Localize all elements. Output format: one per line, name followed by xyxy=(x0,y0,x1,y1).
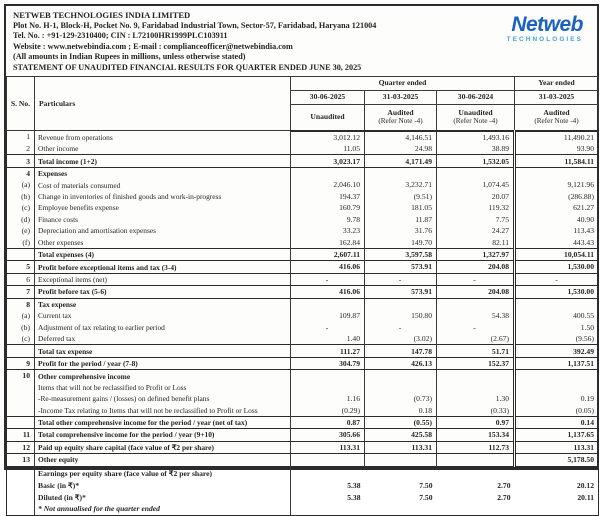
row-value: 1.50 xyxy=(515,322,599,333)
row-value: 11,584.11 xyxy=(515,155,599,167)
row-value: 204.08 xyxy=(437,261,515,273)
row-sno: 11 xyxy=(7,429,35,441)
row-value: 113.43 xyxy=(515,225,599,236)
row-value: 51.71 xyxy=(437,345,515,357)
table-row xyxy=(7,131,599,143)
row-label: * Not annualised for the quarter ended xyxy=(35,503,291,515)
row-value xyxy=(291,382,365,393)
table-row xyxy=(7,393,599,404)
row-value xyxy=(515,167,599,179)
row-value: 7.75 xyxy=(437,214,515,225)
table-row xyxy=(7,167,599,179)
row-label: Total income (1+2) xyxy=(35,155,291,167)
row-value: 1,137.65 xyxy=(515,429,599,441)
row-value: 113.31 xyxy=(365,441,437,453)
table-row xyxy=(7,202,599,213)
table-row xyxy=(7,191,599,202)
company-address: Plot No. H-1, Block-H, Pocket No. 9, Faridabad Industrial Town, Sector-57, Faridabad, Haryana 121004 xyxy=(13,20,377,30)
row-label: Expenses xyxy=(35,167,291,179)
audit-label: Audited xyxy=(387,107,414,117)
row-value xyxy=(365,370,437,382)
row-value: 416.06 xyxy=(291,286,365,298)
row-value: 0.87 xyxy=(291,416,365,428)
header-audit-q3 xyxy=(437,104,515,131)
table-row xyxy=(7,454,599,466)
header-audit-q1 xyxy=(291,104,365,131)
row-value xyxy=(515,298,599,310)
row-value: - xyxy=(437,273,515,285)
row-sno: (f) xyxy=(7,237,35,249)
table-row xyxy=(7,345,599,357)
document-page xyxy=(4,4,599,514)
table-row xyxy=(7,225,599,236)
row-sno xyxy=(7,404,35,416)
row-value xyxy=(291,503,365,515)
row-value: - xyxy=(365,273,437,285)
table-row xyxy=(7,416,599,428)
row-value: 0.18 xyxy=(365,404,437,416)
row-label: -Income Tax relating to Items that will not be reclassified to Profit or Loss xyxy=(35,404,291,416)
company-tel-cin: Tel. No. : +91-129-2310400; CIN : L72100HR1999PLC103911 xyxy=(13,31,228,41)
audit-note: (Refer Note -4) xyxy=(378,117,423,126)
row-label: Other income xyxy=(35,143,291,155)
row-sno: 13 xyxy=(7,454,35,466)
row-label: Profit before exceptional items and tax (3-4) xyxy=(35,261,291,273)
eps-table xyxy=(6,467,599,516)
row-value: (0.55) xyxy=(365,416,437,428)
row-label: Earnings per equity share (face value of ₹2 per share) xyxy=(35,467,291,479)
row-value: (286.88) xyxy=(515,191,599,202)
row-sno xyxy=(7,479,35,491)
row-value: (9.51) xyxy=(365,191,437,202)
row-value: 24.98 xyxy=(365,143,437,155)
row-sno xyxy=(7,345,35,357)
row-value: 152.37 xyxy=(437,357,515,369)
row-value xyxy=(365,454,437,466)
row-value xyxy=(291,454,365,466)
row-value: 20.07 xyxy=(437,191,515,202)
row-value: 1,530.00 xyxy=(515,261,599,273)
row-sno: (b) xyxy=(7,191,35,202)
row-sno: 4 xyxy=(7,167,35,179)
row-value: 194.37 xyxy=(291,191,365,202)
row-value: 1,327.97 xyxy=(437,248,515,260)
row-label: -Re-measurement gains / (losses) on defined benefit plans xyxy=(35,393,291,404)
row-label: Basic (in ₹)* xyxy=(35,479,291,491)
row-value xyxy=(437,503,515,515)
row-value: 10,054.11 xyxy=(515,248,599,260)
company-name: NETWEB TECHNOLOGIES INDIA LIMITED xyxy=(13,10,191,20)
row-label: Diluted (in ₹)* xyxy=(35,491,291,503)
table-row xyxy=(7,286,599,298)
row-sno: 2 xyxy=(7,143,35,155)
row-label: Total other comprehensive income for the period / year (net of tax) xyxy=(35,416,291,428)
eps-table-body xyxy=(7,467,599,515)
row-value: 425.58 xyxy=(365,429,437,441)
row-value: 4,171.49 xyxy=(365,155,437,167)
row-value: 93.90 xyxy=(515,143,599,155)
row-sno: 1 xyxy=(7,131,35,143)
row-sno: 7 xyxy=(7,286,35,298)
row-value xyxy=(291,467,365,479)
row-label: Total tax expense xyxy=(35,345,291,357)
row-value: 392.49 xyxy=(515,345,599,357)
table-row xyxy=(7,479,599,491)
row-value: 4,146.51 xyxy=(365,131,437,143)
table-row xyxy=(7,404,599,416)
table-row xyxy=(7,322,599,333)
amounts-note: (All amounts in Indian Rupees in millions, unless otherwise stated) xyxy=(13,52,246,62)
row-value: 3,232.71 xyxy=(365,179,437,190)
row-value: (0.73) xyxy=(365,393,437,404)
row-value: 1,530.00 xyxy=(515,286,599,298)
row-value xyxy=(437,370,515,382)
row-value: 0.14 xyxy=(515,416,599,428)
row-label: Current tax xyxy=(35,310,291,321)
row-value: - xyxy=(365,322,437,333)
company-web-email: Website : www.netwebindia.com ; E-mail : complianceofficer@netwebindia.com xyxy=(13,41,293,51)
header-audit-q2 xyxy=(365,104,437,131)
row-value: (3.02) xyxy=(365,333,437,345)
row-value: 153.34 xyxy=(437,429,515,441)
row-value: 111.27 xyxy=(291,345,365,357)
row-value xyxy=(291,370,365,382)
row-value: 109.87 xyxy=(291,310,365,321)
row-label: Items that will not be reclassified to Profit or Loss xyxy=(35,382,291,393)
row-value: 181.05 xyxy=(365,202,437,213)
row-value: (9.56) xyxy=(515,333,599,345)
row-value: (0.29) xyxy=(291,404,365,416)
row-label: Other expenses xyxy=(35,237,291,249)
row-value: 0.97 xyxy=(437,416,515,428)
row-value: 1.16 xyxy=(291,393,365,404)
row-value: 5.38 xyxy=(347,480,361,490)
table-row xyxy=(7,248,599,260)
header-particulars: Particulars xyxy=(35,76,291,131)
row-value: 20.12 xyxy=(576,480,594,490)
table-row xyxy=(7,214,599,225)
table-row xyxy=(7,179,599,190)
row-label: Finance costs xyxy=(35,214,291,225)
row-label: Deferred tax xyxy=(35,333,291,345)
row-value xyxy=(437,454,515,466)
row-value: 1,137.51 xyxy=(515,357,599,369)
row-label: Adjustment of tax relating to earlier period xyxy=(35,322,291,333)
row-value xyxy=(515,503,599,515)
row-value: 20.11 xyxy=(577,492,594,502)
row-value: 160.79 xyxy=(291,202,365,213)
row-value: 204.08 xyxy=(437,286,515,298)
row-value: 7.50 xyxy=(419,492,433,502)
row-value: (0.33) xyxy=(437,404,515,416)
row-value: 113.31 xyxy=(515,441,599,453)
row-value: 2,046.10 xyxy=(291,179,365,190)
row-sno: 3 xyxy=(7,155,35,167)
row-value: 31.76 xyxy=(365,225,437,236)
table-row xyxy=(7,382,599,393)
row-sno: 5 xyxy=(7,261,35,273)
row-value: (2.67) xyxy=(437,333,515,345)
row-sno: (e) xyxy=(7,225,35,236)
row-sno: (d) xyxy=(7,214,35,225)
header-quarter-ended: Quarter ended xyxy=(291,76,515,90)
table-row xyxy=(7,298,599,310)
row-value xyxy=(365,467,437,479)
row-value: 1.30 xyxy=(437,393,515,404)
row-value: 1,074.45 xyxy=(437,179,515,190)
table-row xyxy=(7,467,599,479)
row-value: - xyxy=(291,322,365,333)
row-label: Employee benefits expense xyxy=(35,202,291,213)
row-sno: 8 xyxy=(7,298,35,310)
row-value: 113.31 xyxy=(291,441,365,453)
row-sno xyxy=(7,382,35,393)
audit-note: (Refer Note -4) xyxy=(453,117,498,126)
table-row xyxy=(7,143,599,155)
table-row xyxy=(7,503,599,515)
row-value xyxy=(365,167,437,179)
row-label: Revenue from operations xyxy=(35,131,291,143)
row-value: 54.38 xyxy=(437,310,515,321)
row-sno: 9 xyxy=(7,357,35,369)
table-header xyxy=(7,76,599,131)
row-value: 426.13 xyxy=(365,357,437,369)
audit-label: Unaudited xyxy=(310,112,345,122)
table-row xyxy=(7,441,599,453)
row-label: Paid up equity share capital (face value of ₹2 per share) xyxy=(35,441,291,453)
table-row xyxy=(7,357,599,369)
row-label: Other comprehensive income xyxy=(35,370,291,382)
row-sno xyxy=(7,248,35,260)
row-value: 147.78 xyxy=(365,345,437,357)
row-value: - xyxy=(291,273,365,285)
row-label: Tax expense xyxy=(35,298,291,310)
row-sno: 12 xyxy=(7,441,35,453)
table-row xyxy=(7,273,599,285)
row-value: 162.84 xyxy=(291,237,365,249)
row-value: 7.50 xyxy=(419,480,433,490)
row-value: 38.89 xyxy=(437,143,515,155)
table-row xyxy=(7,491,599,503)
row-value: 1,493.16 xyxy=(437,131,515,143)
row-value: (0.05) xyxy=(515,404,599,416)
audit-label: Unaudited xyxy=(458,107,493,117)
table-row xyxy=(7,429,599,441)
statement-title: STATEMENT OF UNAUDITED FINANCIAL RESULTS FOR QUARTER ENDED JUNE 30, 2025 xyxy=(13,62,362,72)
logo-sub-text: TECHNOLOGIES xyxy=(506,36,583,43)
row-sno: (a) xyxy=(7,179,35,190)
row-value: 305.66 xyxy=(291,429,365,441)
row-sno: (c) xyxy=(7,333,35,345)
header-date-q1: 30-06-2025 xyxy=(291,90,365,104)
row-value xyxy=(437,467,515,479)
row-label: Profit before tax (5-6) xyxy=(35,286,291,298)
row-value: 2.70 xyxy=(497,492,511,502)
row-value: 24.27 xyxy=(437,225,515,236)
row-sno: 6 xyxy=(7,273,35,285)
row-value: 11.87 xyxy=(365,214,437,225)
row-label: Other equity xyxy=(35,454,291,466)
row-value xyxy=(365,382,437,393)
row-value: 112.73 xyxy=(437,441,515,453)
row-value xyxy=(515,467,599,479)
row-label: Total expenses (4) xyxy=(35,248,291,260)
row-value: 3,597.58 xyxy=(365,248,437,260)
header-audit-year xyxy=(515,104,599,131)
row-value: 400.55 xyxy=(515,310,599,321)
header-date-q2: 31-03-2025 xyxy=(365,90,437,104)
row-label: Depreciation and amortisation expenses xyxy=(35,225,291,236)
row-value xyxy=(437,298,515,310)
row-label: Exceptional items (net) xyxy=(35,273,291,285)
table-row xyxy=(7,261,599,273)
row-value: 1.40 xyxy=(291,333,365,345)
row-value: 416.06 xyxy=(291,261,365,273)
row-value: 573.91 xyxy=(365,261,437,273)
row-label: Profit for the period / year (7-8) xyxy=(35,357,291,369)
table-body xyxy=(7,131,599,467)
row-value: 9.78 xyxy=(291,214,365,225)
header-sno: S. No. xyxy=(7,76,35,131)
row-value: 9,121.96 xyxy=(515,179,599,190)
row-value xyxy=(437,382,515,393)
row-value: 2,607.11 xyxy=(291,248,365,260)
row-sno xyxy=(7,503,35,515)
row-value: 443.43 xyxy=(515,237,599,249)
logo-brand-text: Netweb xyxy=(511,13,583,36)
row-value xyxy=(365,503,437,515)
row-value: 3,012.12 xyxy=(291,131,365,143)
row-label: Total comprehensive income for the period / year (9+10) xyxy=(35,429,291,441)
row-sno xyxy=(7,393,35,404)
table-row xyxy=(7,310,599,321)
table-row xyxy=(7,237,599,249)
row-value xyxy=(515,382,599,393)
row-sno: (b) xyxy=(7,322,35,333)
table-row xyxy=(7,155,599,167)
row-value: - xyxy=(437,322,515,333)
audit-note: (Refer Note -4) xyxy=(534,117,579,126)
row-value: 5.38 xyxy=(347,492,361,502)
row-value: 11.05 xyxy=(291,143,365,155)
header-year-ended: Year ended xyxy=(515,76,599,90)
row-sno xyxy=(7,416,35,428)
row-value: 149.70 xyxy=(365,237,437,249)
table-row xyxy=(7,333,599,345)
letterhead xyxy=(6,6,597,76)
row-value: 304.79 xyxy=(291,357,365,369)
row-sno: (a) xyxy=(7,310,35,321)
row-value: 621.27 xyxy=(515,202,599,213)
row-label: Cost of materials consumed xyxy=(35,179,291,190)
row-value: 5,178.50 xyxy=(515,454,599,466)
row-value: 573.91 xyxy=(365,286,437,298)
row-label: Change in inventories of finished goods and work-in-progress xyxy=(35,191,291,202)
row-sno xyxy=(7,491,35,503)
row-value: 11,490.21 xyxy=(515,131,599,143)
row-value xyxy=(291,298,365,310)
row-value: 40.90 xyxy=(515,214,599,225)
row-value: 3,023.17 xyxy=(291,155,365,167)
netweb-logo xyxy=(507,14,583,43)
row-value xyxy=(515,370,599,382)
row-value: - xyxy=(515,273,599,285)
audit-label: Audited xyxy=(543,107,570,117)
row-value xyxy=(365,298,437,310)
header-date-year: 31-03-2025 xyxy=(515,90,599,104)
table-row xyxy=(7,370,599,382)
row-value: 1,532.05 xyxy=(437,155,515,167)
row-sno xyxy=(7,467,35,479)
row-value xyxy=(437,167,515,179)
row-value: 119.32 xyxy=(437,202,515,213)
row-value: 33.23 xyxy=(291,225,365,236)
row-sno: 10 xyxy=(7,370,35,382)
row-value xyxy=(291,167,365,179)
financial-results-table xyxy=(6,76,599,467)
row-value: 82.11 xyxy=(437,237,515,249)
row-value: 0.19 xyxy=(515,393,599,404)
row-value: 150.80 xyxy=(365,310,437,321)
row-sno: (c) xyxy=(7,202,35,213)
header-date-q3: 30-06-2024 xyxy=(437,90,515,104)
row-value: 2.70 xyxy=(497,480,511,490)
